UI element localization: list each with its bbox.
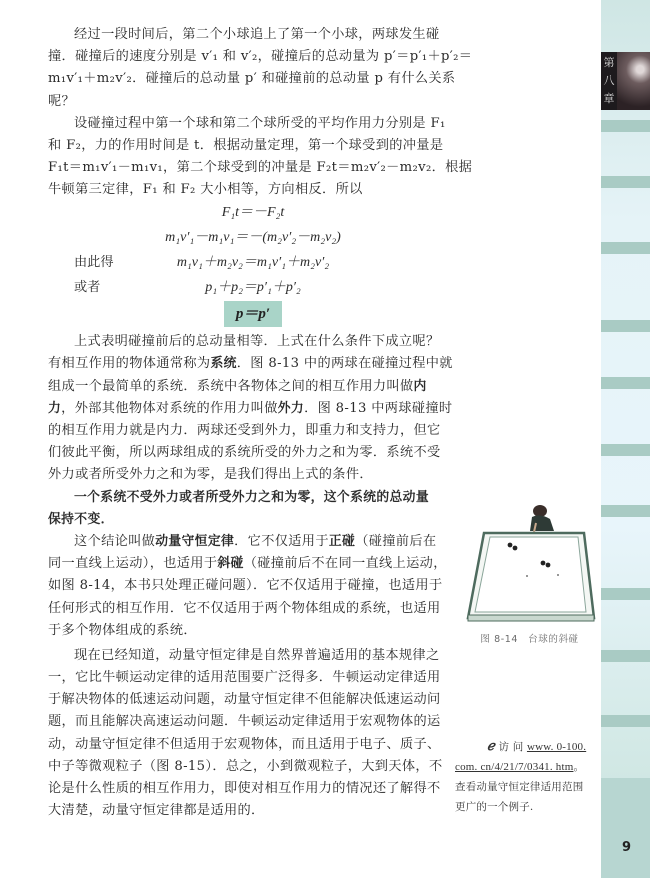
- band-stripe: [601, 377, 650, 389]
- text: 有相互作用的物体通常称为: [48, 356, 211, 372]
- text-line: 上式表明碰撞前后的总动量相等．上式在什么条件下成立呢？: [74, 334, 440, 350]
- band-stripe: [601, 444, 650, 456]
- band-stripe: [601, 320, 650, 332]
- e-web-icon: ℯ: [487, 739, 495, 754]
- chapter-char: 第: [603, 56, 615, 69]
- term-internal-force: 内: [413, 378, 427, 394]
- side-note-prefix: 访 问: [498, 741, 524, 753]
- text-line: [48, 531, 458, 553]
- equation-row-4: [48, 277, 458, 299]
- paragraph-1: [48, 24, 473, 113]
- text: 。: [573, 761, 585, 773]
- band-stripe: [601, 176, 650, 188]
- main-text: [48, 24, 473, 822]
- text-line: 任何形式的相互作用．它不仅适用于两个物体组成的系统，也适用: [48, 600, 441, 616]
- text-line: 中子等微观粒子（图 8-15）．总之，小到微观粒子，大到天体，不: [48, 758, 443, 774]
- term-internal-force: 力: [48, 400, 62, 416]
- text-line: 们彼此平衡，所以两球组成的系统所受的外力之和为零．系统不受: [48, 445, 441, 461]
- text-line: [48, 353, 458, 375]
- band-stripe: [601, 588, 650, 600]
- text: （碰撞前后不在同一直线上运动，: [243, 556, 447, 572]
- text-line: 的相互作用力就是内力．两球还受到外力，即重力和支持力，但它: [48, 423, 441, 438]
- key-equation: p＝p′: [224, 301, 282, 327]
- paragraph-2: [48, 113, 473, 202]
- text-line: F₁t＝m₁v′₁－m₁v₁，第二个球受到的冲量是 F₂t＝m₂v′₂－m₂v₂．根据: [48, 160, 473, 176]
- figure-caption: 图 8-14 台球的斜碰: [480, 634, 579, 645]
- text-line: 撞．碰撞后的速度分别是 v′₁ 和 v′₂，碰撞后的总动量为 p′＝p′₁＋p′₂＝: [48, 49, 473, 65]
- figure-billiards: [462, 503, 597, 648]
- text: ．图 8-13 中的两球在碰撞过程中就: [236, 356, 453, 372]
- text: ．它不仅适用于: [234, 533, 329, 549]
- band-stripe: [601, 715, 650, 727]
- side-note-line: [455, 737, 605, 757]
- side-note: [455, 737, 605, 817]
- text: （碰撞前后在: [355, 533, 437, 549]
- band-stripe: [601, 505, 650, 517]
- side-note-link[interactable]: com. cn/4/21/7/0341. htm: [455, 761, 574, 773]
- text-line: 和 F₂，力的作用时间是 t．根据动量定理，第一个球受到的冲量是: [48, 137, 444, 153]
- text-line: 大清楚，动量守恒定律都是适用的．: [48, 803, 265, 819]
- text-line: 于解决物体的低速运动问题，动量守恒定律不但能解决低速运动问: [48, 692, 441, 708]
- text-line: 动，动量守恒定律不但适用于宏观物体，而且适用于电子、质子、: [48, 736, 441, 752]
- text-line: 于多个物体组成的系统．: [48, 622, 197, 638]
- chapter-tab: [601, 52, 650, 110]
- equation-row-3: [48, 252, 458, 274]
- text: ，外部其他物体对系统的作用力叫做: [61, 400, 278, 416]
- equation-p-sum: p₁＋p₂＝p′₁＋p′₂: [205, 280, 301, 296]
- term-conservation-law: 动量守恒定律: [155, 533, 235, 549]
- band-bottom: [601, 778, 650, 878]
- text: 这个结论叫做: [74, 533, 156, 549]
- term-head-on-collision: 正碰: [328, 533, 356, 549]
- billiards-table-icon: [462, 503, 597, 628]
- equation-label: 或者: [74, 280, 101, 296]
- key-equation-row: [48, 299, 458, 329]
- equation-momentum-change: m₁v′₁－m₁v₁＝－(m₂v′₂－m₂v₂): [165, 229, 341, 245]
- text: 同一直线上运动），也适用于: [48, 556, 218, 572]
- text: ．图 8-13 中两球碰撞时: [304, 400, 453, 416]
- equation-impulse: F₁t＝－F₂t: [221, 204, 285, 220]
- paragraph-3: [48, 331, 458, 486]
- text-line: 呢？: [48, 93, 76, 109]
- text-line: 设碰撞过程中第一个球和第二个球所受的平均作用力分别是 F₁: [74, 115, 446, 131]
- text-line: [48, 376, 458, 398]
- chapter-char: 八: [603, 74, 615, 87]
- page-number: 9: [622, 840, 632, 855]
- term-oblique-collision: 斜碰: [217, 556, 244, 572]
- law-statement: [48, 487, 458, 531]
- side-note-line: 更广的一个例子.: [455, 801, 534, 813]
- equation-label: 由此得: [74, 254, 114, 270]
- text-line: 一个系统不受外力或者所受外力之和为零，这个系统的总动量: [74, 489, 429, 505]
- term-external-force: 外力: [277, 400, 305, 416]
- chapter-side-band: [601, 0, 650, 878]
- text-line: 外力或者所受外力之和为零，是我们得出上式的条件．: [48, 467, 373, 483]
- band-stripe: [601, 650, 650, 662]
- text-line: [48, 398, 458, 420]
- chapter-label: [601, 52, 617, 110]
- term-system: 系统: [210, 356, 237, 372]
- text-line: 一，它比牛顿运动定律的适用范围要广泛得多．牛顿运动定律适用: [48, 670, 441, 686]
- chapter-photo: [617, 52, 650, 110]
- text-line: 经过一段时间后，第二个小球追上了第一个小球，两球发生碰: [74, 27, 440, 42]
- equation-sum: m₁v₁＋m₂v₂＝m₁v′₁＋m₂v′₂: [176, 254, 330, 270]
- text-line: 牛顿第三定律，F₁ 和 F₂ 大小相等，方向相反．所以: [48, 182, 363, 198]
- text-line: [48, 553, 458, 575]
- paragraph-5: [48, 645, 458, 823]
- paragraph-4: [48, 531, 458, 642]
- side-note-line: [455, 757, 605, 777]
- band-stripe: [601, 120, 650, 132]
- text-line: 题，而且能解决高速运动问题．牛顿运动定律适用于宏观物体的运: [48, 714, 441, 730]
- side-note-line: 查看动量守恒定律适用范围: [455, 781, 584, 793]
- text-line: 论是什么性质的相互作用力，即使对相互作用力的情况还了解得不: [48, 781, 441, 796]
- band-stripe: [601, 242, 650, 254]
- side-note-link[interactable]: www. 0-100.: [526, 741, 587, 753]
- text-line: m₁v′₁＋m₂v′₂．碰撞后的总动量 p′ 和碰撞前的总动量 p 有什么关系: [48, 71, 456, 87]
- text: 组成一个最简单的系统．系统中各物体之间的相互作用力叫做: [48, 378, 414, 394]
- text-line: 如图 8-14，本书只处理正碰问题）．它不仅适用于碰撞，也适用于: [48, 578, 443, 594]
- chapter-char: 章: [603, 92, 615, 105]
- text-line: 保持不变．: [48, 511, 114, 527]
- text-line: 现在已经知道，动量守恒定律是自然界普遍适用的基本规律之: [74, 647, 440, 663]
